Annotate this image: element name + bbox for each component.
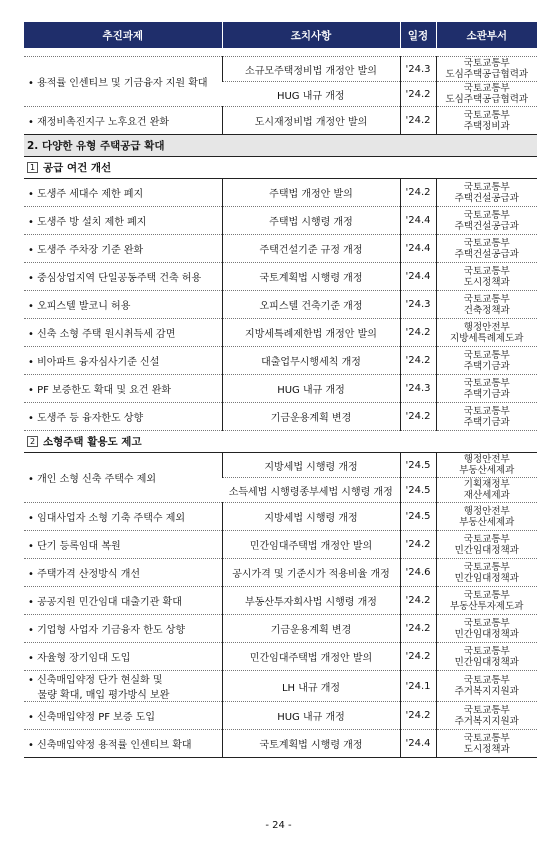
task-cell: • 오피스텔 발코니 허용 [24,291,222,319]
action-cell: HUG 내규 개정 [222,82,400,107]
dept-line: 주택정비과 [463,120,510,132]
table-row [24,587,537,615]
task-cell: • 신축매입약정 용적률 인센티브 확대 [24,730,222,758]
action-cell: 국토계획법 시행령 개정 [222,263,400,291]
dept-cell [436,82,537,107]
task-cell: • 도생주 주차장 기준 완화 [24,235,222,263]
dept-line: 국토교통부 [463,561,510,573]
schedule-cell: '24.2 [400,179,436,207]
dept-line: 주택건설공급과 [454,220,519,232]
task-cell: • 비아파트 융자심사기준 신설 [24,347,222,375]
dept-cell [436,107,537,135]
task-cell: • 재정비촉진지구 노후요건 완화 [24,107,222,135]
dept-line: 도시정책과 [463,276,510,288]
header-schedule: 일정 [400,22,436,48]
dept-line: 부동산세제과 [459,465,515,476]
table-row [24,107,537,135]
table-row [24,207,537,235]
schedule-cell: '24.2 [400,615,436,643]
dept-line: 주택기금과 [463,360,510,372]
dept-line: 국토교통부 [463,675,510,686]
dept-line: 국토교통부 [463,645,510,657]
action-cell: 주택법 개정안 발의 [222,179,400,207]
dept-cell [436,643,537,671]
dept-cell [436,235,537,263]
dept-line: 민간임대정책과 [454,628,519,640]
dept-cell [436,453,537,478]
dept-line: 재산세제과 [463,490,510,501]
dept-line: 주택건설공급과 [454,192,519,204]
dept-cell [436,207,537,235]
action-cell: 소규모주택정비법 개정안 발의 [222,57,400,82]
schedule-cell: '24.3 [400,375,436,403]
dept-line: 국토교통부 [463,181,510,193]
table-row [24,531,537,559]
schedule-cell: '24.3 [400,291,436,319]
dept-cell [436,347,537,375]
action-cell: 국토계획법 시행령 개정 [222,730,400,758]
dept-line: 부동산세제과 [459,516,515,528]
table-row [24,615,537,643]
dept-cell [436,57,537,82]
spacer-row [24,48,537,57]
table-row [24,643,537,671]
table-row [24,235,537,263]
action-cell: 주택법 시행령 개정 [222,207,400,235]
dept-line: 주거복지지원과 [454,715,519,727]
table-row [24,453,537,478]
action-cell: 공시가격 및 기준시가 적용비율 개정 [222,559,400,587]
action-cell: 부동산투자회사법 시행령 개정 [222,587,400,615]
schedule-cell: '24.1 [400,671,436,702]
action-cell: 오피스텔 건축기준 개정 [222,291,400,319]
dept-line: 국토교통부 [463,109,510,121]
table-row [24,263,537,291]
dept-line: 건축정책과 [463,304,510,316]
schedule-cell: '24.2 [400,82,436,107]
header-task: 추진과제 [24,22,222,48]
schedule-cell: '24.3 [400,57,436,82]
schedule-cell: '24.2 [400,403,436,431]
dept-cell [436,179,537,207]
dept-line: 주택기금과 [463,388,510,400]
section-header [24,135,537,157]
section-title: 공급 여건 개선 [43,162,112,174]
dept-cell [436,531,537,559]
action-cell: 민간임대주택법 개정안 발의 [222,531,400,559]
schedule-cell: '24.5 [400,478,436,503]
dept-line: 도시정책과 [463,743,510,755]
dept-cell [436,615,537,643]
page-number: - 24 - [265,820,292,831]
dept-line: 주거복지지원과 [454,686,519,697]
task-cell: • 임대사업자 소형 기축 주택수 제외 [24,503,222,531]
action-cell: 지방세특례제한법 개정안 발의 [222,319,400,347]
schedule-cell: '24.2 [400,643,436,671]
section-header-cell [24,135,537,157]
action-cell: 지방세법 시행령 개정 [222,453,400,478]
task-cell: • 신축매입약정 단가 현실화 및 물량 확대, 매입 평가방식 보완 [24,671,222,702]
dept-line: 주택기금과 [463,416,510,428]
dept-line: 국토교통부 [463,704,510,716]
table-row [24,179,537,207]
task-cell: • 도생주 세대수 제한 폐지 [24,179,222,207]
schedule-cell: '24.2 [400,587,436,615]
dept-cell [436,319,537,347]
subsection-header-cell [24,431,537,453]
dept-line: 주택건설공급과 [454,248,519,260]
section-title: 소형주택 활용도 제고 [43,436,142,448]
schedule-cell: '24.4 [400,730,436,758]
dept-line: 국토교통부 [463,533,510,545]
dept-line: 국토교통부 [463,377,510,389]
dept-line: 민간임대정책과 [454,572,519,584]
table-row [24,319,537,347]
task-cell: • 기업형 사업자 기금융자 한도 상향 [24,615,222,643]
dept-cell [436,559,537,587]
schedule-cell: '24.4 [400,207,436,235]
table-row [24,671,537,702]
schedule-cell: '24.6 [400,559,436,587]
schedule-cell: '24.5 [400,503,436,531]
spacer-cell [24,48,537,57]
section-title: 2. 다양한 유형 주택공급 확대 [27,140,165,152]
dept-line: 행정안전부 [463,321,510,333]
dept-line: 국토교통부 [463,732,510,744]
dept-line: 부동산투자제도과 [450,600,524,612]
action-cell: HUG 내규 개정 [222,702,400,730]
dept-line: 국토교통부 [463,209,510,221]
task-cell: • 도생주 등 융자한도 상향 [24,403,222,431]
dept-line: 국토교통부 [463,617,510,629]
dept-line: 도심주택공급협력과 [445,69,529,80]
task-cell: • 개인 소형 신축 주택수 제외 [24,453,222,503]
table-row [24,347,537,375]
subsection-number-box: 1 [27,162,38,173]
dept-cell [436,375,537,403]
action-cell: 주택건설기준 규정 개정 [222,235,400,263]
task-cell: • 공공지원 민간임대 대출기관 확대 [24,587,222,615]
dept-cell [436,503,537,531]
schedule-cell: '24.4 [400,263,436,291]
task-cell: • 단기 등록임대 복원 [24,531,222,559]
dept-line: 행정안전부 [463,454,510,465]
dept-line: 지방세특례제도과 [450,332,524,344]
action-cell: 지방세법 시행령 개정 [222,503,400,531]
schedule-cell: '24.4 [400,235,436,263]
dept-cell [436,478,537,503]
dept-line: 국토교통부 [463,405,510,417]
table-row [24,503,537,531]
task-cell: • 주택가격 산정방식 개선 [24,559,222,587]
task-cell: • 용적률 인센티브 및 기금융자 지원 확대 [24,57,222,107]
subsection-header [24,431,537,453]
task-cell: • 중심상업지역 단일공동주택 건축 허용 [24,263,222,291]
dept-line: 도심주택공급협력과 [445,94,529,105]
dept-line: 국토교통부 [463,293,510,305]
table-header [24,22,537,48]
table-row [24,559,537,587]
subsection-header [24,157,537,179]
action-cell: 기금운용계획 변경 [222,403,400,431]
dept-line: 국토교통부 [463,349,510,361]
dept-line: 국토교통부 [463,265,510,277]
schedule-cell: '24.2 [400,107,436,135]
dept-line: 행정안전부 [463,505,510,517]
dept-cell [436,291,537,319]
dept-cell [436,671,537,702]
dept-cell [436,263,537,291]
task-cell: • 도생주 방 설치 제한 폐지 [24,207,222,235]
policy-table [24,22,537,758]
subsection-header-cell [24,157,537,179]
action-cell: 기금운용계획 변경 [222,615,400,643]
dept-cell [436,730,537,758]
dept-line: 민간임대정책과 [454,544,519,556]
schedule-cell: '24.2 [400,319,436,347]
dept-line: 국토교통부 [463,58,510,69]
dept-line: 국토교통부 [463,83,510,94]
dept-line: 국토교통부 [463,589,510,601]
table-row [24,291,537,319]
schedule-cell: '24.2 [400,702,436,730]
task-cell: • 신축매입약정 PF 보증 도입 [24,702,222,730]
header-dept: 소관부서 [436,22,537,48]
schedule-cell: '24.2 [400,531,436,559]
action-cell: LH 내규 개정 [222,671,400,702]
schedule-cell: '24.2 [400,347,436,375]
dept-cell [436,403,537,431]
subsection-number-box: 2 [27,436,38,447]
header-action: 조치사항 [222,22,400,48]
task-cell: • PF 보증한도 확대 및 요건 완화 [24,375,222,403]
dept-cell [436,587,537,615]
table-row [24,730,537,758]
action-cell: 민간임대주택법 개정안 발의 [222,643,400,671]
dept-cell [436,702,537,730]
table-row [24,375,537,403]
action-cell: 도시재정비법 개정안 발의 [222,107,400,135]
dept-line: 민간임대정책과 [454,656,519,668]
dept-line: 국토교통부 [463,237,510,249]
task-cell: • 신축 소형 주택 원시취득세 감면 [24,319,222,347]
action-cell: 대출업무시행세칙 개정 [222,347,400,375]
table-row [24,403,537,431]
action-cell: 소득세법 시행령종부세법 시행령 개정 [222,478,400,503]
task-cell: • 자율형 장기임대 도입 [24,643,222,671]
action-cell: HUG 내규 개정 [222,375,400,403]
dept-line: 기획재정부 [463,479,510,490]
table-row [24,702,537,730]
schedule-cell: '24.5 [400,453,436,478]
table-row [24,57,537,82]
